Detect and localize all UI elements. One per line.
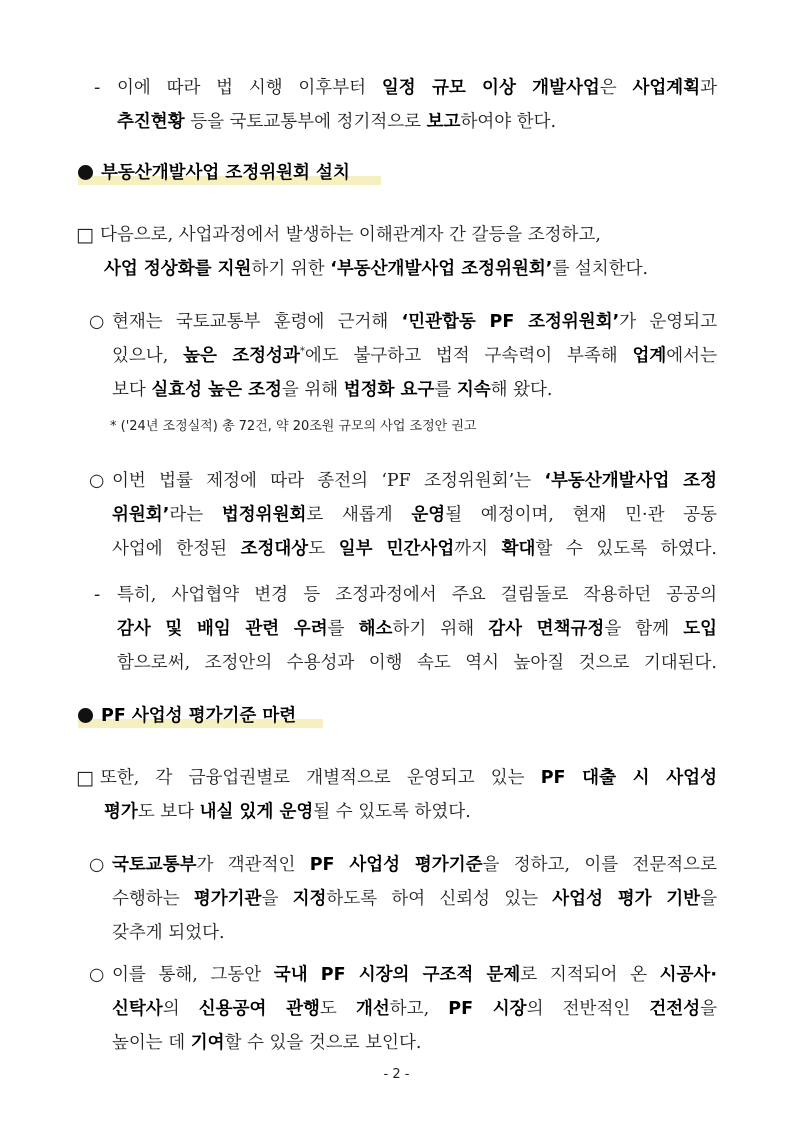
square-marker: □: [76, 767, 94, 789]
page-number: - 2 -: [383, 1067, 410, 1082]
paragraph-evaluation-standard: [112, 848, 717, 950]
bullet-dot-icon: [78, 708, 93, 723]
text-line: 평가도 보다 내실 있게 운영될 수 있도록 하였다.: [104, 802, 471, 822]
text-line: 특히, 사업협약 변경 등 조정과정에서 주요 걸림돌로 작용하던 공공의: [117, 585, 717, 605]
square-marker: □: [76, 224, 94, 246]
paragraph-current-status: [112, 305, 717, 407]
paragraph-market-soundness: [112, 958, 717, 1060]
text-line: 갖추게 되었다.: [112, 923, 225, 943]
text-line: 사업에 한정된 조정대상도 일부 민간사업까지 확대할 수 있도록 하였다.: [112, 539, 717, 559]
text-line: 있으나, 높은 조정성과*에도 불구하고 법적 구속력이 부족해 업계에서는: [112, 346, 717, 366]
paragraph-committee-establishment: [100, 218, 717, 286]
text-line: 추진현황 등을 국토교통부에 정기적으로 보고하여야 한다.: [117, 112, 557, 132]
text-line: 보다 실효성 높은 조정을 위해 법정화 요구를 지속해 왔다.: [112, 380, 553, 400]
paragraph-audit-exemption: [117, 578, 717, 680]
text-line: 다음으로, 사업과정에서 발생하는 이해관계자 간 갈등을 조정하고,: [100, 225, 601, 245]
section-heading-mediation-committee: 부동산개발사업 조정위원회 설치: [78, 161, 350, 185]
circle-marker: ○: [89, 965, 105, 985]
paragraph-reporting-obligation: [117, 71, 717, 139]
text-line: 수행하는 평가기관을 지정하도록 하여 신뢰성 있는 사업성 평가 기반을: [112, 889, 717, 909]
paragraph-statutory-committee: [112, 464, 717, 566]
text-line: 이를 통해, 그동안 국내 PF 시장의 구조적 문제로 지적되어 온 시공사·: [112, 965, 717, 985]
text-line: 사업 정상화를 지원하기 위한 ‘부동산개발사업 조정위원회’를 설치한다.: [104, 259, 649, 279]
paragraph-pf-loan-evaluation: [100, 761, 717, 829]
bullet-dot-icon: [78, 165, 93, 180]
text-line: 현재는 국토교통부 훈령에 근거해 ‘민관합동 PF 조정위원회’가 운영되고: [112, 312, 718, 332]
footnote-mediation-results: * ('24년 조정실적) 총 72건, 약 20조원 규모의 사업 조정안 권고: [110, 419, 477, 434]
circle-marker: ○: [89, 855, 105, 875]
text-line: 신탁사의 신용공여 관행도 개선하고, PF 시장의 전반적인 건전성을: [112, 999, 718, 1019]
section-heading-pf-evaluation: PF 사업성 평가기준 마련: [78, 704, 296, 728]
circle-marker: ○: [89, 312, 105, 332]
text-line: 높이는 데 기여할 수 있을 것으로 보인다.: [112, 1033, 422, 1053]
text-line: 이에 따라 법 시행 이후부터 일정 규모 이상 개발사업은 사업계획과: [117, 78, 718, 98]
text-line: 감사 및 배임 관련 우려를 해소하기 위해 감사 면책규정을 함께 도입: [117, 619, 718, 639]
text-line: 이번 법률 제정에 따라 종전의 ‘PF 조정위원회’는 ‘부동산개발사업 조정: [112, 471, 717, 491]
dash-marker: -: [94, 585, 101, 605]
dash-marker: -: [94, 78, 101, 98]
text-line: 또한, 각 금융업권별로 개별적으로 운영되고 있는 PF 대출 시 사업성: [100, 768, 717, 788]
circle-marker: ○: [89, 471, 105, 491]
text-line: 국토교통부가 객관적인 PF 사업성 평가기준을 정하고, 이를 전문적으로: [112, 855, 717, 875]
text-line: 함으로써, 조정안의 수용성과 이행 속도 역시 높아질 것으로 기대된다.: [117, 653, 717, 673]
text-line: 위원회’라는 법정위원회로 새롭게 운영될 예정이며, 현재 민·관 공동: [112, 505, 717, 525]
